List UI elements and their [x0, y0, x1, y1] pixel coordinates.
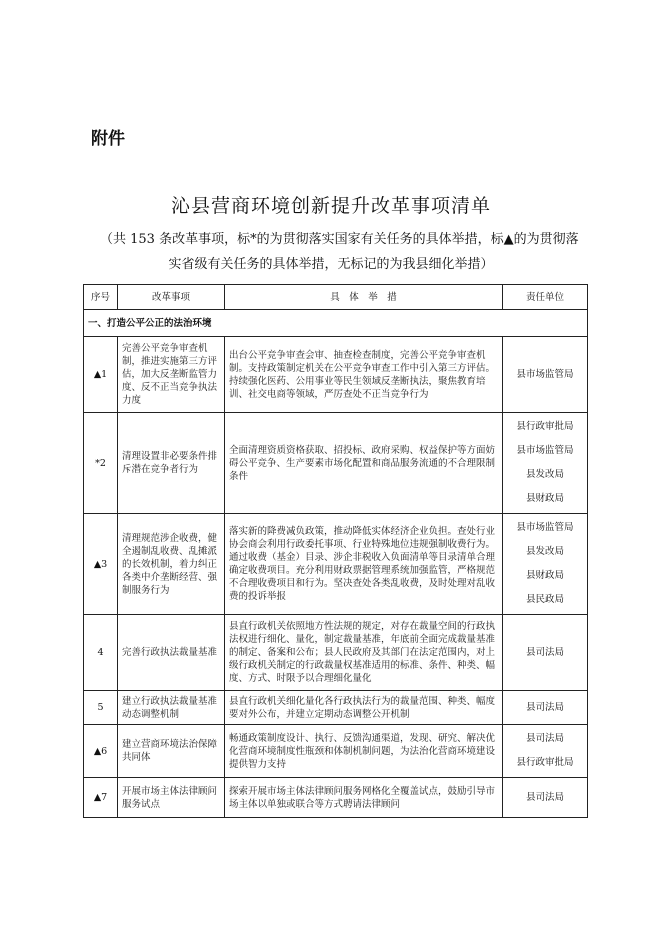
- unit-name: 县司法局: [525, 733, 564, 744]
- row-measure: 落实新的降费减负政策，推动降低实体经济企业负担。查处行业协会商会利用行政委托事项、行业特殊地位违规强制收费行为。通过收费（基金）目录、涉企非税收入负面清单等目录清单合理确定收费项目。充分利用财政票据管理系统加强监管，严格规范不合理收费项目和行为。坚决查处各类乱收费，及时处理对乱收费的投诉举报: [225, 514, 503, 615]
- unit-name: 县司法局: [525, 701, 564, 713]
- section-row: [84, 310, 588, 337]
- row-no: 5: [84, 691, 118, 725]
- row-measure: 探索开展市场主体法律顾问服务网格化全覆盖试点，鼓励引导市场主体以单独或联合等方式聘请法律顾问: [225, 778, 503, 818]
- row-measure: 全面清理资质资格获取、招投标、政府采购、权益保护等方面妨碍公平竞争、生产要素市场化配置和商品服务流通的不合理限制条件: [225, 413, 503, 514]
- document-title: 沁县营商环境创新提升改革事项清单: [170, 195, 491, 217]
- row-no: 4: [84, 615, 118, 691]
- unit-name: 县民政局: [525, 594, 564, 605]
- table-row: [84, 615, 588, 691]
- table-row: [84, 778, 588, 818]
- row-no: ▲6: [84, 725, 118, 778]
- row-no: ▲1: [84, 337, 118, 413]
- row-item: 建立营商环境法治保障共同体: [118, 725, 225, 778]
- unit-name: 县财政局: [525, 570, 564, 581]
- table-header-row: [84, 285, 588, 310]
- row-unit: [503, 691, 588, 725]
- header-unit: 责任单位: [503, 285, 588, 310]
- unit-name: 县司法局: [525, 646, 564, 658]
- unit-name: 县财政局: [525, 493, 564, 504]
- row-measure: 县直行政机关细化量化各行政执法行为的裁量范围、种类、幅度要对外公布，并建立定期动态调整公开机制: [225, 691, 503, 725]
- unit-name: 县行政审批局: [516, 757, 574, 768]
- row-item: 开展市场主体法律顾问服务试点: [118, 778, 225, 818]
- table-row: [84, 725, 588, 778]
- row-no: ▲7: [84, 778, 118, 818]
- row-unit: [503, 514, 588, 615]
- row-measure: 县直行政机关依照地方性法规的规定，对存在裁量空间的行政执法权进行细化、量化，制定裁量基准，年底前全面完成裁量基准的制定、备案和公布；县人民政府及其部门在法定范围内，对上级行政机关制定的行政裁量权基准适用的标准、条件、种类、幅度、方式、时限予以合理细化量化: [225, 615, 503, 691]
- unit-name: 县司法局: [525, 791, 564, 803]
- reform-table: [83, 284, 588, 818]
- subtitle-line-1: （共 153 条改革事项，标*的为贯彻落实国家有关任务的具体举措，标▲的为贯彻落: [100, 232, 579, 247]
- row-measure: 出台公平竞争审查会审、抽查检查制度，完善公平竞争审查机制。支持政策制定机关在公平竞争审查工作中引入第三方评估。持续强化医药、公用事业等民生领域反垄断执法，聚焦教育培训、社交电商等领域，严厉查处不正当竞争行为: [225, 337, 503, 413]
- header-item: 改革事项: [118, 285, 225, 310]
- row-unit: [503, 337, 588, 413]
- row-item: 建立行政执法裁量基准动态调整机制: [118, 691, 225, 725]
- table-row: [84, 691, 588, 725]
- attachment-label: 附件: [91, 129, 125, 149]
- unit-name: 县市场监管局: [516, 445, 574, 456]
- row-unit: [503, 778, 588, 818]
- row-measure: 畅通政策制度设计、执行、反馈沟通渠道，发现、研究、解决优化营商环境制度性瓶颈和体制机制问题，为法治化营商环境建设提供智力支持: [225, 725, 503, 778]
- unit-name: 县发改局: [525, 469, 564, 480]
- row-item: 清理规范涉企收费，健全遏制乱收费、乱摊派的长效机制，着力纠正各类中介垄断经营、强制服务行为: [118, 514, 225, 615]
- unit-name: 县市场监管局: [516, 368, 574, 380]
- header-no: 序号: [84, 285, 118, 310]
- row-item: 完善行政执法裁量基准: [118, 615, 225, 691]
- row-unit: [503, 725, 588, 778]
- table-row: [84, 337, 588, 413]
- row-item: 完善公平竞争审查机制，推进实施第三方评估，加大反垄断监管力度、反不正当竞争执法力度: [118, 337, 225, 413]
- table-row: [84, 514, 588, 615]
- subtitle-line-2: 实省级有关任务的具体举措，无标记的为我县细化举措）: [168, 257, 494, 272]
- unit-name: 县市场监管局: [516, 522, 574, 533]
- row-unit: [503, 413, 588, 514]
- row-item: 清理设置非必要条件排斥潜在竞争者行为: [118, 413, 225, 514]
- row-no: ▲3: [84, 514, 118, 615]
- unit-name: 县行政审批局: [516, 421, 574, 432]
- table-row: [84, 413, 588, 514]
- row-no: *2: [84, 413, 118, 514]
- row-unit: [503, 615, 588, 691]
- unit-name: 县发改局: [525, 546, 564, 557]
- section-title: 一、打造公平公正的法治环境: [84, 310, 588, 337]
- header-measure: 具 体 举 措: [225, 285, 503, 310]
